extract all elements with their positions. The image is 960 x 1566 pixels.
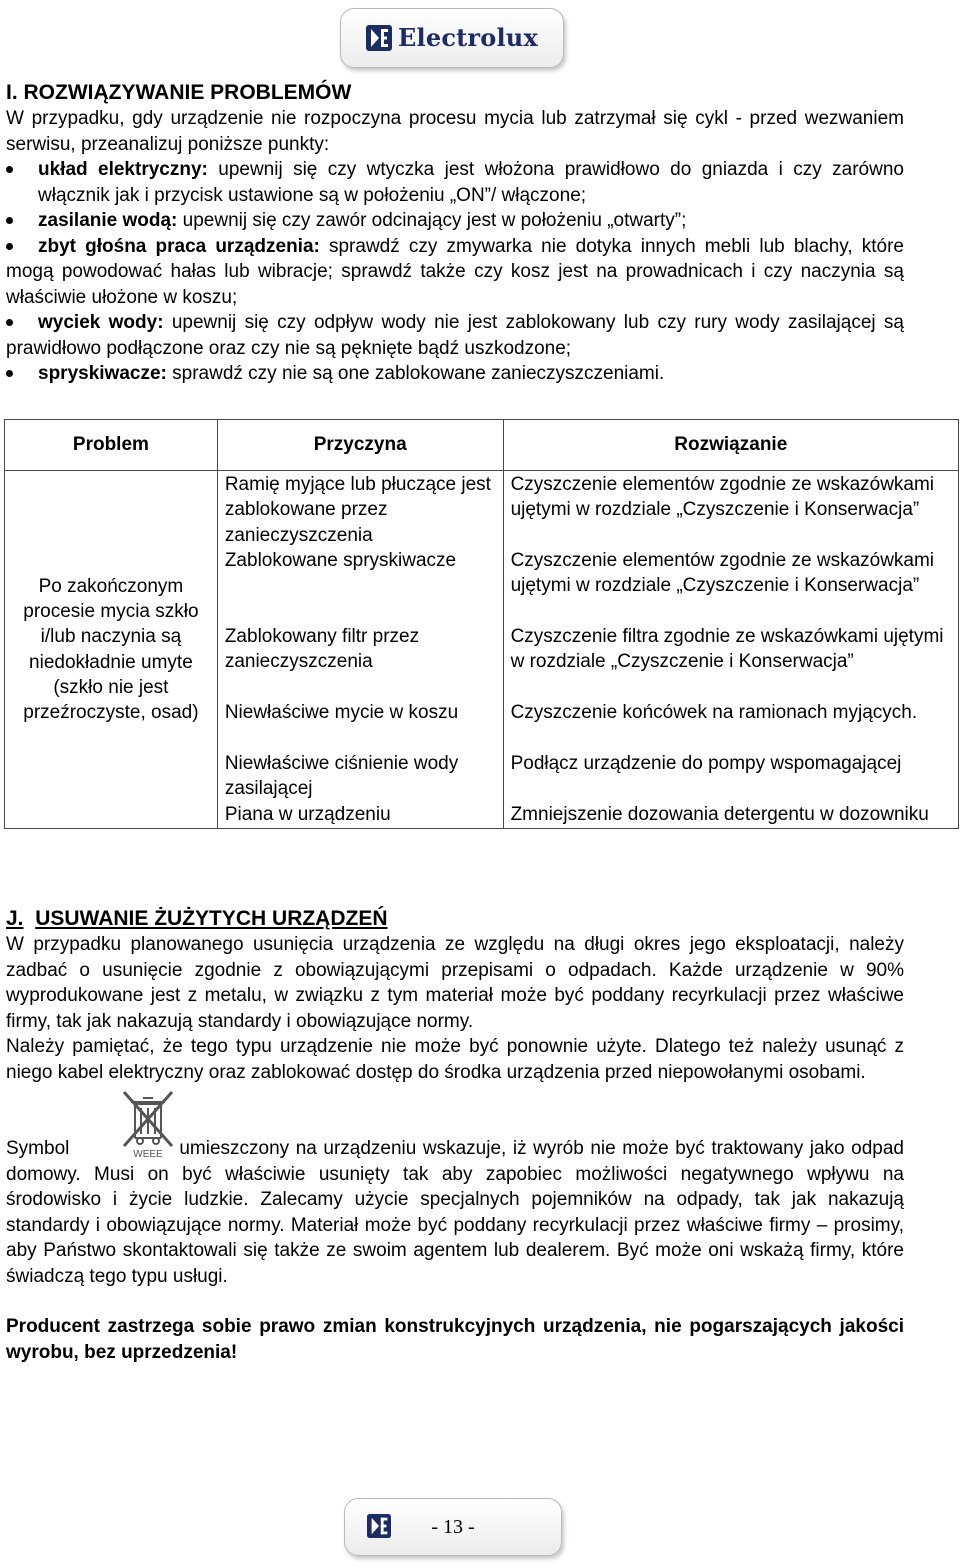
bullet-icon [6,243,13,250]
problem-cell: Po zakończonym procesie mycia szkło i/lub naczynia są niedokładnie umyte (szkło nie jest przeźroczyste, osad) [5,471,218,829]
weee-bin-icon [118,1088,178,1160]
cause-item: Niewłaściwe ciśnienie wody zasilającej [224,753,459,800]
electrolux-logo-icon [366,25,392,51]
column-header: Rozwiązanie [503,420,958,471]
bullet-icon [6,319,13,326]
section-title: J. USUWANIE ŻUŻYTYCH URZĄDZEŃ [6,907,388,930]
cause-item: Zablokowane spryskiwacze [224,550,457,571]
logo-text: Electrolux [398,23,538,53]
bullet-item: wyciek wody: upewnij się czy odpływ wody nie jest zablokowany lub czy rury wody zasilającej są prawidłowo podłączone oraz czy nie są pęknięte bądź uszkodzone; [6,312,904,359]
solution-item: Czyszczenie elementów zgodnie ze wskazówkami ujętymi w rozdziale „Czyszczenie i Konserwacja” [510,474,935,521]
solution-item: Zmniejszenie dozowania detergentu w dozowniku [510,804,929,825]
solution-cell [503,471,958,829]
bullet-item: zbyt głośna praca urządzenia: sprawdź czy zmywarka nie dotyka innych mebli lub blachy, które mogą powodować hałas lub wibracje; sprawdź także czy kosz jest na prowadnicach i czy naczynia są właściwie ułożone w koszu; [6,235,904,308]
weee-paragraph: WEEE Symbol umieszczony na urządzeniu wskazuje, iż wyrób nie może być traktowany jako odpad domowy. Musi on być właściwie usunięty tak aby zapobiec możliwości negatywnego wpływu na środowisko i życie ludzkie. Zalecamy użycie specjalnych pojemników na odpady, tak jak nakazują standardy i obowiązujące normy. Materiał może być poddany recyrkulacji przez właściwe firmy – prosimy, aby Państwo skontaktowali się także ze swoim agentem lub dealerem. Być może oni wskażą firmy, które świadczą tego typu usługi. [6,1136,904,1289]
cause-cell [217,471,503,829]
page-number: - 13 - [431,1516,475,1538]
paragraph: Należy pamiętać, że tego typu urządzenie nie może być ponownie użyte. Dlatego też należy usunąć z niego kabel elektryczny oraz zablokować dostęp do środka urządzenia przed niepowołanymi osobami. [6,1036,904,1083]
bullet-item: układ elektryczny: upewnij się czy wtyczka jest włożona prawidłowo do gniazda i czy zarówno włącznik jak i przycisk ustawione są w położeniu „ON”/ włączone; [6,157,904,208]
solution-item: Podłącz urządzenie do pompy wspomagającej [510,753,902,774]
svg-text:WEEE: WEEE [133,1149,163,1160]
solution-item: Czyszczenie elementów zgodnie ze wskazówkami ujętymi w rozdziale „Czyszczenie i Konserwacja” [510,550,935,597]
section-title: I. ROZWIĄZYWANIE PROBLEMÓW [6,81,352,104]
cause-item: Piana w urządzeniu [224,804,391,825]
bullet-item: spryskiwacze: sprawdź czy nie są one zablokowane zanieczyszczeniami. [6,361,904,387]
solution-item: Czyszczenie końcówek na ramionach myjących. [510,702,918,723]
bullet-icon [6,166,13,173]
solution-item: Czyszczenie filtra zgodnie ze wskazówkami ujętymi w rozdziale „Czyszczenie i Konserwacja” [510,626,944,673]
bullet-icon [6,370,13,377]
page-footer [344,1498,562,1556]
bullet-icon [6,217,13,224]
column-header: Przyczyna [217,420,503,471]
bullet-item: zasilanie wodą: upewnij się czy zawór odcinający jest w położeniu „otwarty”; [6,208,904,234]
disclaimer: Producent zastrzega sobie prawo zmian konstrukcyjnych urządzenia, nie pogarszających jakości wyrobu, bez uprzedzenia! [6,1316,904,1363]
column-header: Problem [5,420,218,471]
table-header-row [5,420,959,471]
section-disposal [6,906,904,1365]
brand-logo [340,8,564,68]
troubleshooting-table [4,419,959,829]
intro-paragraph: W przypadku, gdy urządzenie nie rozpoczyna procesu mycia lub zatrzymał się cykl - przed wezwaniem serwisu, przeanalizuj poniższe punkty: [6,108,904,155]
table-row [5,471,959,829]
section-troubleshooting [6,80,904,387]
paragraph: W przypadku planowanego usunięcia urządzenia ze względu na długi okres jego eksploatacji, należy zadbać o usunięcie zgodnie z obowiązującymi przepisami o odpadach. Każde urządzenie w 90% wyprodukowane jest z metalu, w związku z tym materiał może być poddany recyrkulacji przez właściwe firmy, tak jak nakazują standardy i obowiązujące normy. [6,934,904,1032]
cause-item: Zablokowany filtr przez zanieczyszczenia [224,626,420,673]
cause-item: Ramię myjące lub płuczące jest zablokowane przez zanieczyszczenia [224,474,491,546]
cause-item: Niewłaściwe mycie w koszu [224,702,459,723]
symbol-label: Symbol [6,1138,70,1159]
